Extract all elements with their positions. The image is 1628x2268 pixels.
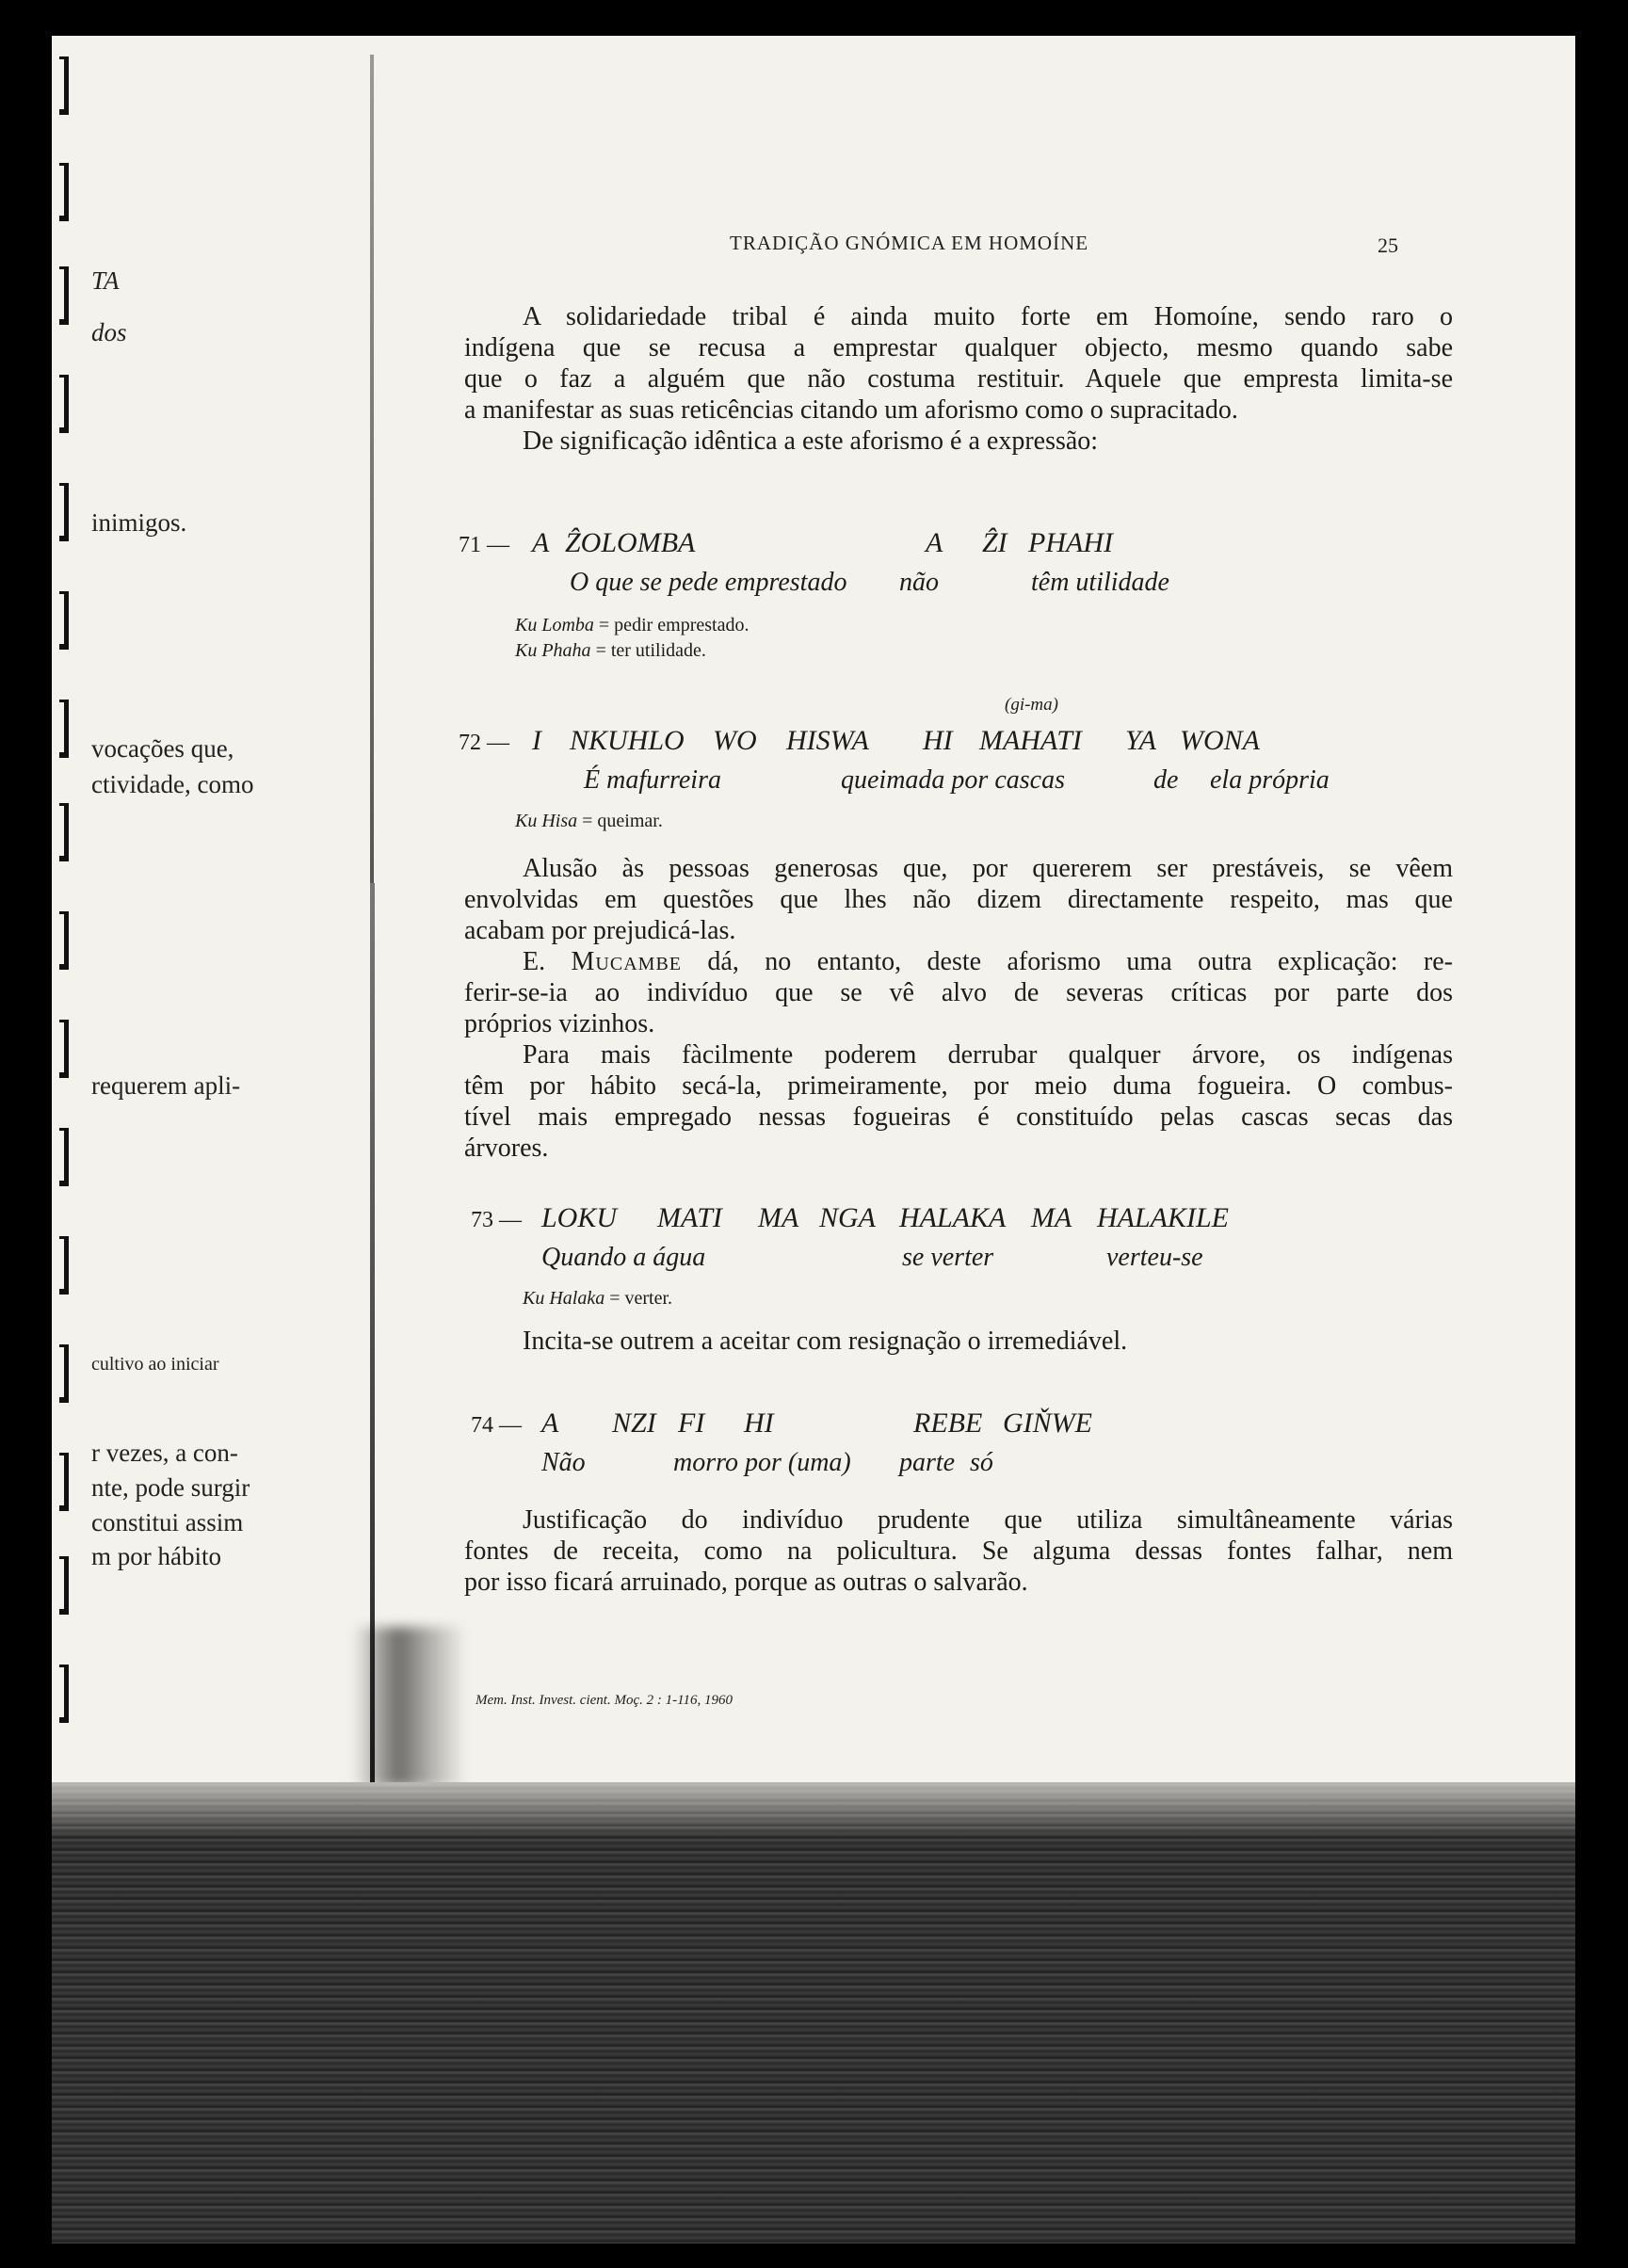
binding-mark (59, 1556, 69, 1615)
text-line: indígena que se recusa a emprestar qualquer objecto, mesmo quando sabe (464, 333, 1453, 362)
proverb-word: ẐI (982, 527, 1007, 558)
binding-mark (59, 483, 69, 541)
proverb-word: MATI (657, 1202, 722, 1233)
binding-mark (59, 1665, 69, 1723)
note-meaning: = verter. (609, 1288, 673, 1309)
proverb-word: HALAKILE (1097, 1202, 1230, 1233)
proverb-word: HALAKA (899, 1202, 1007, 1233)
proverb-word: HISWA (786, 725, 869, 756)
text-line: Para mais fàcilmente poderem derrubar qualquer árvore, os indígenas (523, 1040, 1453, 1070)
vocab-note (515, 640, 706, 662)
text-line: tível mais empregado nessas fogueiras é constituído pelas cascas secas das (464, 1102, 1453, 1132)
left-fragment: r vezes, a con- (91, 1439, 238, 1467)
text-line: fontes de receita, como na policultura. Se alguma dessas fontes falhar, nem (464, 1536, 1453, 1566)
binding-mark (59, 700, 69, 758)
proverb-word: LOKU (541, 1202, 618, 1233)
note-term: Ku Hisa (515, 811, 578, 831)
left-fragment: constitui assim (91, 1508, 244, 1536)
proverb-word: WONA (1180, 725, 1260, 756)
text-line: De significação idêntica a este aforismo é a expressão: (523, 426, 1099, 456)
binding-mark (59, 591, 69, 650)
explanation-paragraph (464, 1504, 1453, 1598)
proverb-word: MA (1031, 1202, 1072, 1233)
binding-mark (59, 1020, 69, 1078)
proverb-word: NKUHLO (570, 725, 685, 756)
proverb-word: NZI (612, 1407, 656, 1439)
text-line: Justificação do indivíduo prudente que utiliza simultâneamente várias (523, 1505, 1453, 1535)
vocab-note (515, 615, 749, 636)
proverb-word: WO (713, 725, 757, 756)
proverb-gloss: verteu-se (1106, 1243, 1203, 1272)
proverb-gloss: Não (541, 1448, 586, 1477)
text-line: próprios vizinhos. (464, 1009, 655, 1038)
intro-paragraph (464, 301, 1453, 457)
note-term: Ku Halaka (523, 1288, 605, 1309)
proverb-gloss: ela própria (1210, 765, 1330, 795)
binding-mark (59, 1128, 69, 1186)
proverb-word: PHAHI (1028, 527, 1113, 558)
proverb-word: FI (678, 1407, 705, 1439)
left-fragment: cultivo ao iniciar (91, 1354, 219, 1375)
left-fragment: dos (91, 318, 127, 346)
proverb-word: I (532, 725, 541, 756)
binding-mark (59, 375, 69, 433)
note-meaning: = ter utilidade. (595, 640, 706, 661)
proverb-word: HI (923, 725, 953, 756)
note-meaning: = queimar. (582, 811, 663, 831)
scanned-page (52, 36, 1575, 2244)
author-initial: E. (523, 947, 546, 976)
proverb-word: MA (758, 1202, 799, 1233)
proverb-gloss: parte (899, 1448, 956, 1477)
scan-dark-band (52, 1782, 1575, 2244)
text-line: têm por hábito secá-la, primeiramente, por meio duma fogueira. O combus- (464, 1071, 1453, 1101)
proverb-word: A (541, 1407, 559, 1439)
text-line: acabam por prejudicá-las. (464, 916, 736, 945)
proverb-gloss: de (1153, 765, 1179, 795)
proverb-word: NGA (819, 1202, 876, 1233)
binding-mark (59, 163, 69, 221)
left-fragment: requerem apli- (91, 1071, 241, 1100)
proverb-gloss: É mafurreira (584, 765, 721, 795)
binding-mark (59, 56, 69, 115)
note-term: Ku Lomba (515, 615, 594, 635)
left-fragment: ctividade, como (91, 770, 254, 798)
binding-mark (59, 911, 69, 970)
proverb-gloss: O que se pede emprestado (570, 568, 847, 597)
author-name: Mucambe (571, 947, 682, 976)
text-line: Alusão às pessoas generosas que, por quererem ser prestáveis, se vêem (523, 854, 1453, 883)
text-line: A solidariedade tribal é ainda muito forte em Homoíne, sendo raro o (523, 302, 1453, 331)
text-line: ferir-se-ia ao indivíduo que se vê alvo de severas críticas por parte dos (464, 978, 1453, 1007)
note-term: Ku Phaha (515, 640, 591, 661)
left-fragment: nte, pode surgir (91, 1473, 250, 1502)
text-line: que o faz a alguém que não costuma restituir. Aquele que empresta limita-se (464, 364, 1453, 394)
proverb-word: A (532, 527, 550, 558)
text-line: a manifestar as suas reticências citando um aforismo como o supracitado. (464, 395, 1238, 425)
note-meaning: = pedir emprestado. (598, 615, 750, 635)
explanation-paragraph: Incita-se outrem a aceitar com resignação o irremediável. (523, 1327, 1128, 1356)
explanation-paragraph (464, 853, 1453, 1164)
proverb-number: 72 — (459, 731, 509, 755)
proverb-word: REBE (913, 1407, 983, 1439)
page-fold-line (370, 55, 374, 883)
proverb-gloss: têm utilidade (1031, 568, 1169, 597)
proverb-word: YA (1125, 725, 1156, 756)
proverb-gloss: Quando a água (541, 1243, 706, 1272)
proverb-gloss: só (970, 1448, 993, 1477)
vocab-note (523, 1288, 672, 1310)
proverb-number: 74 — (471, 1413, 522, 1438)
binding-mark (59, 266, 69, 325)
binding-mark (59, 803, 69, 861)
text-line: por isso ficará arruinado, porque as outras o salvarão. (464, 1568, 1028, 1597)
proverb-annotation: (gi-ma) (1005, 695, 1058, 715)
proverb-word: HI (744, 1407, 774, 1439)
proverb-gloss: não (899, 568, 939, 597)
binding-mark (59, 1453, 69, 1511)
proverb-word: A (926, 527, 943, 558)
text-fragment: dá, no entanto, deste aforismo uma outra explicação: re- (707, 947, 1453, 976)
left-fragment: inimigos. (91, 508, 187, 537)
proverb-number: 73 — (471, 1208, 522, 1232)
scan-smear (353, 1627, 466, 1787)
page-number: 25 (1378, 233, 1398, 257)
footer-citation: Mem. Inst. Invest. cient. Moç. 2 : 1-116, 1960 (476, 1693, 733, 1708)
text-line (464, 946, 1453, 977)
text-line: envolvidas em questões que lhes não dizem directamente respeito, mas que (464, 885, 1453, 914)
proverb-word: MAHATI (979, 725, 1082, 756)
proverb-word: ẐOLOMBA (565, 527, 696, 558)
proverb-word: GIŇWE (1003, 1407, 1092, 1439)
proverb-gloss: queimada por cascas (841, 765, 1065, 795)
binding-mark (59, 1344, 69, 1403)
text-line: árvores. (464, 1134, 549, 1163)
left-fragment: vocações que, (91, 734, 234, 763)
binding-mark (59, 1236, 69, 1295)
proverb-gloss: morro por (uma) (673, 1448, 851, 1477)
running-title: TRADIÇÃO GNÓMICA EM HOMOÍNE (730, 232, 1089, 254)
vocab-note (515, 811, 663, 832)
left-fragment: TA (91, 266, 120, 295)
left-fragment: m por hábito (91, 1542, 221, 1570)
proverb-number: 71 — (459, 533, 509, 557)
proverb-gloss: se verter (902, 1243, 994, 1272)
